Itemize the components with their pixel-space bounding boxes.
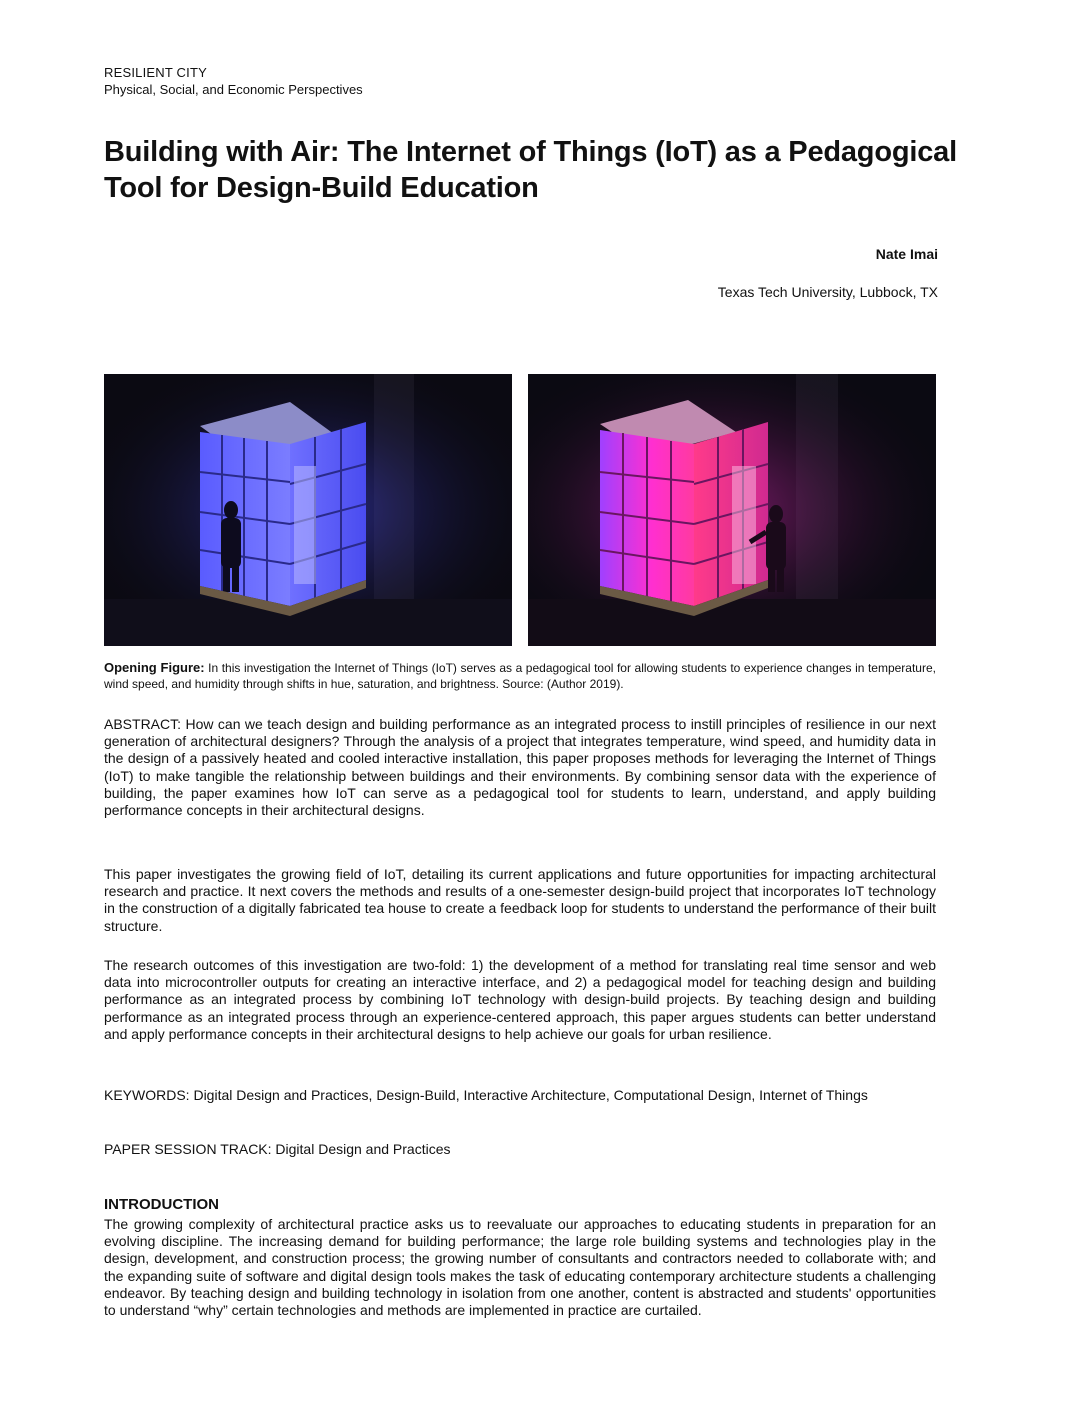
keywords: KEYWORDS: Digital Design and Practices, Design-Build, Interactive Architecture, Computational Design, Internet of Things — [104, 1087, 868, 1103]
figure-caption-label: Opening Figure: — [104, 660, 205, 675]
figure-caption — [104, 660, 936, 692]
paper-title: Building with Air: The Internet of Things (IoT) as a Pedagogical Tool for Design-Build Education — [104, 136, 957, 204]
running-header-subtitle: Physical, Social, and Economic Perspectives — [104, 82, 363, 97]
author-affiliation: Texas Tech University, Lubbock, TX — [717, 284, 938, 300]
body-paragraph: This paper investigates the growing field of IoT, detailing its current applications and future opportunities for impacting architectural research and practice. It next covers the methods and results of a one-semester design-build project that incorporates IoT technology in the construction of a digitally fabricated tea house to create a feedback loop for students to understand the performance of their built structure. — [104, 866, 936, 934]
photo-magenta-pavilion — [528, 374, 936, 646]
figure-caption-text: In this investigation the Internet of Things (IoT) serves as a pedagogical tool for allowing students to experience changes in temperature, wind speed, and humidity through shifts in hue, saturation, and brightness. Source: (Author 2019). — [104, 661, 936, 691]
photo-magenta-pavilion-graphic — [528, 374, 936, 646]
body-paragraph: The research outcomes of this investigation are two-fold: 1) the development of a method for translating real time sensor and web data into microcontroller outputs for creating an interactive interface, and 2) a pedagogical model for teaching design and building performance as an integrated process by combining IoT technology with design-build projects. By teaching design and building performance as an integrated process through an experience-centered approach, this paper argues students can better understand and apply performance concepts in their architectural designs to help achieve our goals for urban resilience. — [104, 957, 936, 1042]
opening-figure — [104, 374, 936, 646]
introduction-paragraph: The growing complexity of architectural practice asks us to reevaluate our approaches to educating students in preparation for an evolving discipline. The increasing demand for building performance; the large role building systems and technologies play in the design, development, and construction process; the growing number of consultants and contractors needed to collaborate with; and the expanding suite of software and digital design tools makes the task of educating contemporary architecture students a challenging endeavor. By teaching design and building technology in isolation from one another, content is abstracted and students' opportunities to understand “why” certain technologies and methods are implemented in practice are curtailed. — [104, 1216, 936, 1319]
photo-blue-pavilion-graphic — [104, 374, 512, 646]
running-header-title: RESILIENT CITY — [104, 65, 207, 80]
abstract: ABSTRACT: How can we teach design and building performance as an integrated process to instill principles of resilience in our next generation of architectural designers? Through the analysis of a project that integrates temperature, wind speed, and humidity data in the design of a passively heated and cooled interactive installation, this paper proposes methods for leveraging the Internet of Things (IoT) to make tangible the relationship between buildings and their environments. By combining sensor data with the experience of building, the paper examines how IoT can serve as a pedagogical tool for students to learn, understand, and apply building performance concepts in their architectural designs. — [104, 716, 936, 819]
author-name: Nate Imai — [875, 246, 938, 262]
running-header — [104, 64, 363, 98]
paper-session-track: PAPER SESSION TRACK: Digital Design and Practices — [104, 1141, 451, 1157]
section-heading-introduction: INTRODUCTION — [104, 1196, 219, 1213]
photo-blue-pavilion — [104, 374, 512, 646]
